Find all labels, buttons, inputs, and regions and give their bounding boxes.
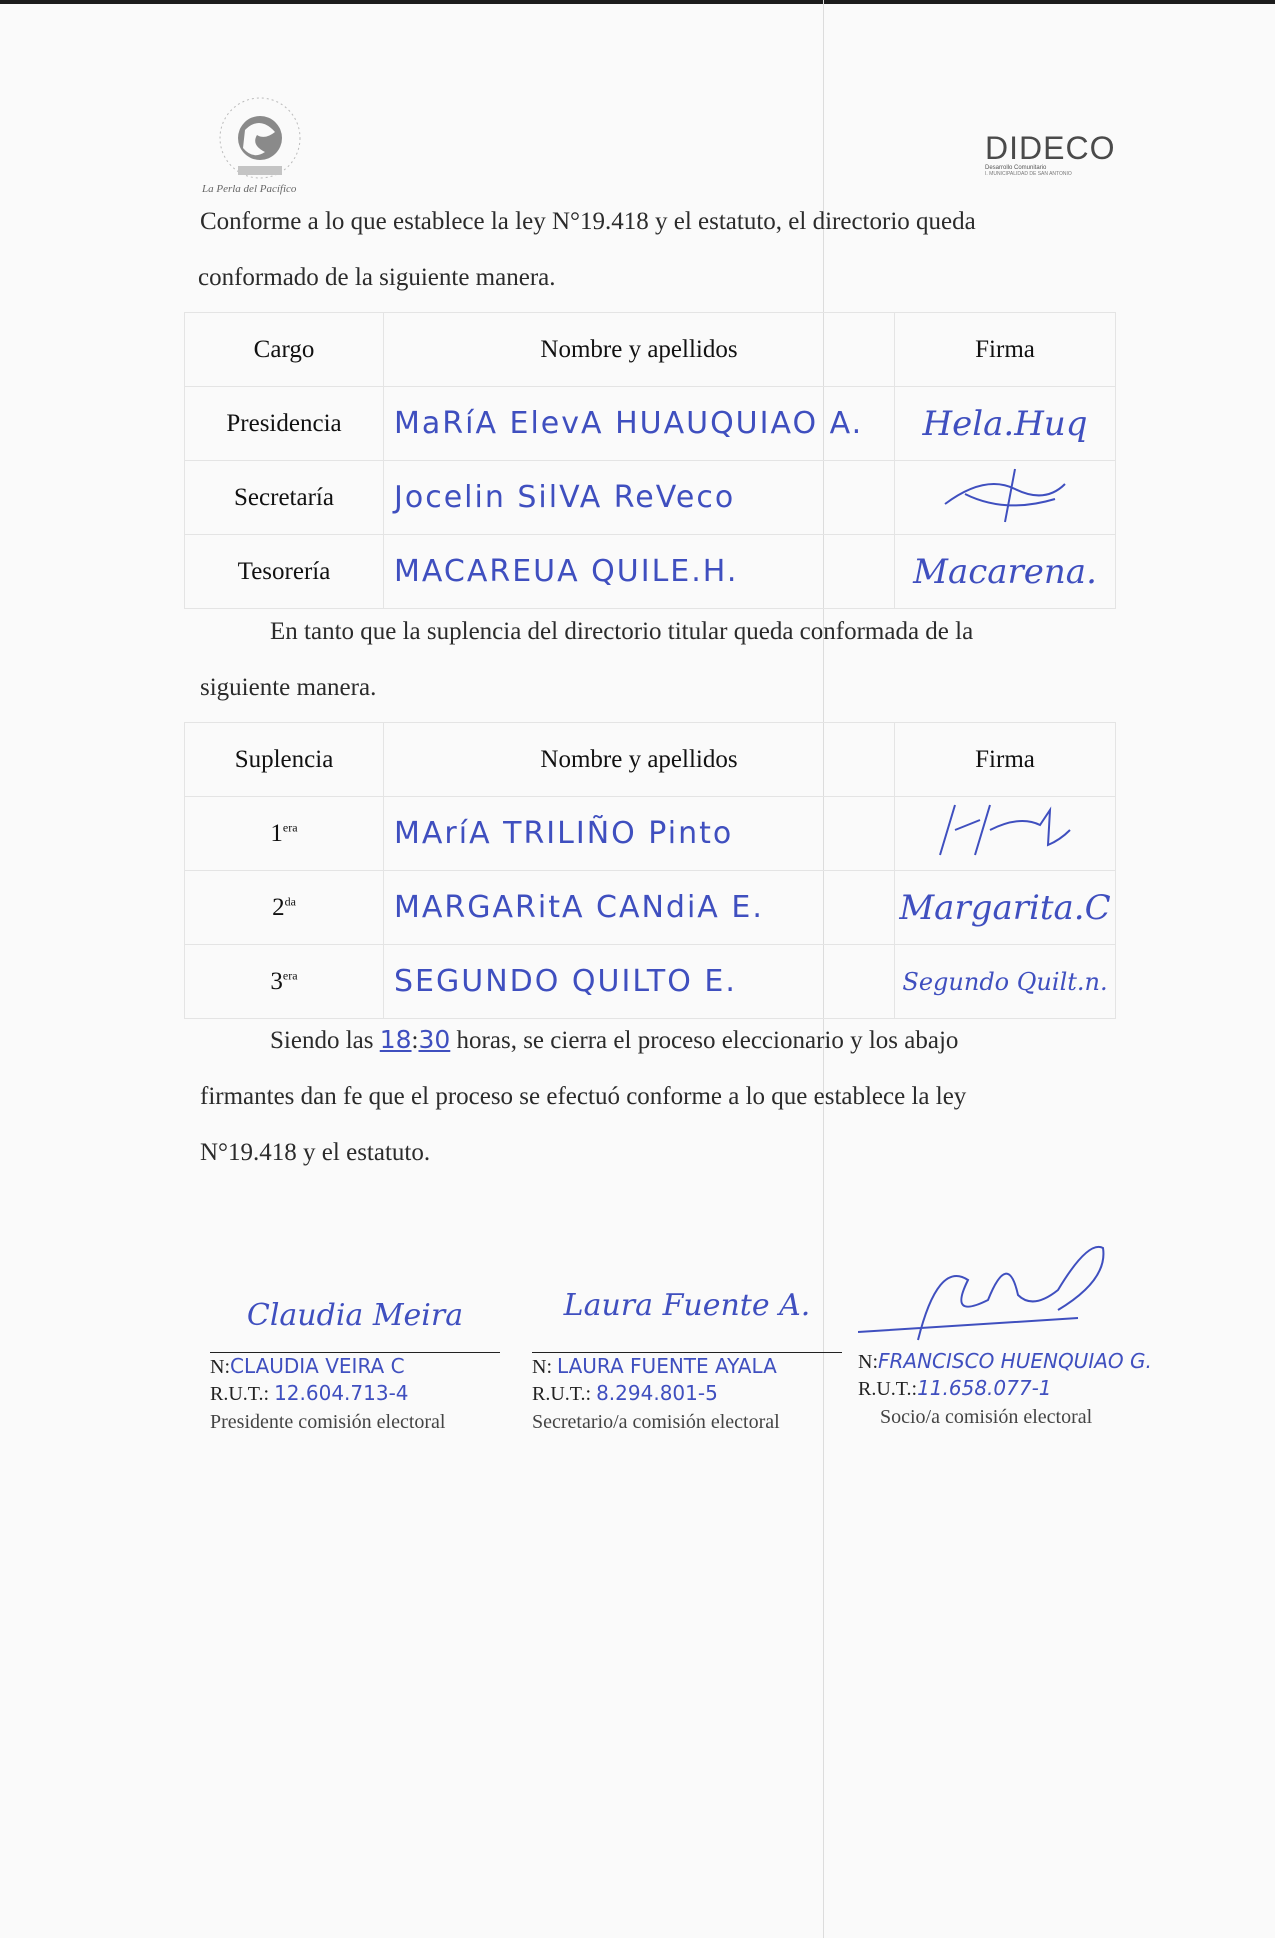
closing-paragraph bbox=[200, 1012, 1120, 1181]
cargo-cell: Tesorería bbox=[185, 535, 384, 609]
closing-hour: 18 bbox=[379, 1025, 412, 1054]
suplencia-line-1: En tanto que la suplencia del directorio titular queda conformada de la bbox=[270, 618, 974, 645]
table-row bbox=[185, 871, 1116, 945]
table-row bbox=[185, 797, 1116, 871]
table-row bbox=[185, 535, 1116, 609]
firma-cell: Margarita.C bbox=[895, 871, 1116, 945]
header-firma: Firma bbox=[895, 723, 1116, 797]
dideco-sub2: I. MUNICIPALIDAD DE SAN ANTONIO bbox=[985, 171, 1072, 177]
table-row bbox=[185, 461, 1116, 535]
signatory-rut-row: R.U.T.: 8.294.801-5 bbox=[532, 1381, 718, 1405]
signature-scribble: Claudia Meira bbox=[246, 1298, 464, 1333]
suplencia-table bbox=[184, 722, 1116, 1019]
signature-scribble bbox=[920, 800, 1090, 860]
logo-slogan: La Perla del Pacífico bbox=[202, 183, 297, 195]
header-cargo: Cargo bbox=[185, 313, 384, 387]
suplencia-paragraph bbox=[200, 604, 1120, 716]
header-nombre: Nombre y apellidos bbox=[384, 723, 895, 797]
closing-line-2: firmantes dan fe que el proceso se efectuó conforme a lo que establece la ley bbox=[200, 1083, 967, 1110]
scan-top-edge bbox=[0, 0, 1275, 4]
signatory-rut-row: R.U.T.: 12.604.713-4 bbox=[210, 1381, 409, 1405]
firma-cell: Segundo Quilt.n. bbox=[895, 945, 1116, 1019]
signatory-rut-row: R.U.T.:11.658.077-1 bbox=[858, 1376, 1052, 1400]
signatory-name-row: N:FRANCISCO HUENQUIAO G. bbox=[858, 1349, 1152, 1373]
signatory-secretary bbox=[532, 1288, 842, 1434]
signatory-role: Socio/a comisión electoral bbox=[880, 1406, 1093, 1428]
suplencia-line-2: siguiente manera. bbox=[200, 674, 377, 701]
table-header-row bbox=[185, 313, 1116, 387]
closing-minute: 30 bbox=[418, 1025, 451, 1054]
firma-cell bbox=[895, 797, 1116, 871]
table-header-row bbox=[185, 723, 1116, 797]
signatory-name-row: N: LAURA FUENTE AYALA bbox=[532, 1354, 777, 1378]
suplencia-number: $3^{era}$ bbox=[185, 945, 384, 1019]
nombre-cell: Jocelin SilVA ReVeco bbox=[384, 461, 895, 535]
nombre-cell: SEGUNDO QUILTO E. bbox=[384, 945, 895, 1019]
signatory-role: Secretario/a comisión electoral bbox=[532, 1411, 780, 1433]
cargo-cell: Presidencia bbox=[185, 387, 384, 461]
signatory-president bbox=[210, 1298, 500, 1434]
suplencia-number: $1^{era}$ bbox=[185, 797, 384, 871]
intro-paragraph bbox=[200, 194, 1120, 306]
table-row bbox=[185, 945, 1116, 1019]
firma-cell: Macarena. bbox=[895, 535, 1116, 609]
table-row bbox=[185, 387, 1116, 461]
dideco-logo bbox=[985, 130, 1115, 177]
header-nombre: Nombre y apellidos bbox=[384, 313, 895, 387]
cargo-cell: Secretaría bbox=[185, 461, 384, 535]
header-firma: Firma bbox=[895, 313, 1116, 387]
signature-scribble bbox=[858, 1240, 1118, 1348]
nombre-cell: MaRíA ElevA HUAUQUIAO A. bbox=[384, 387, 895, 461]
dideco-sub: Desarrollo Comunitario bbox=[985, 165, 1047, 171]
signatory-role: Presidente comisión electoral bbox=[210, 1411, 446, 1433]
signatory-name-row: N:CLAUDIA VEIRA C bbox=[210, 1354, 405, 1378]
header-suplencia: Suplencia bbox=[185, 723, 384, 797]
nombre-cell: MAríA TRILIÑO Pinto bbox=[384, 797, 895, 871]
directorio-table bbox=[184, 312, 1116, 609]
suplencia-number: $2^{da}$ bbox=[185, 871, 384, 945]
closing-line-3: N°19.418 y el estatuto. bbox=[200, 1139, 431, 1166]
dideco-brand: DIDECO bbox=[985, 130, 1116, 166]
nombre-cell: MARGARitA CANdiA E. bbox=[384, 871, 895, 945]
intro-line-1: Conforme a lo que establece la ley N°19.418 y el estatuto, el directorio queda bbox=[200, 208, 976, 235]
intro-line-2: conformado de la siguiente manera. bbox=[198, 264, 556, 291]
nombre-cell: MACAREUA QUILE.H. bbox=[384, 535, 895, 609]
closing-line-1: Siendo las 18:30 horas, se cierra el proceso eleccionario y los abajo bbox=[270, 1025, 959, 1054]
signatory-member bbox=[858, 1240, 1218, 1429]
firma-cell: Hela.Huq bbox=[895, 387, 1116, 461]
firma-cell bbox=[895, 461, 1116, 535]
signature-scribble: Laura Fuente A. bbox=[563, 1288, 811, 1323]
signature-scribble bbox=[925, 464, 1085, 524]
